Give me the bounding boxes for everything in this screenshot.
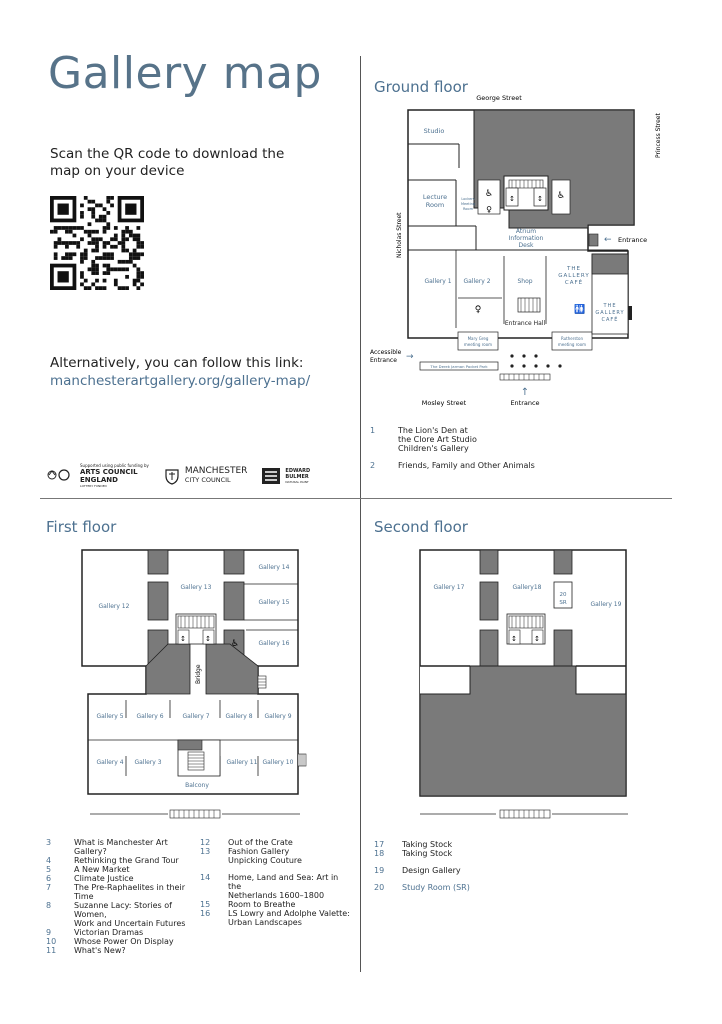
- gallery-11-label: Gallery 11: [226, 759, 258, 766]
- bulmer-line3: NATURAL PAINT: [285, 479, 309, 484]
- legend-item: [46, 838, 196, 856]
- legend-label: [74, 874, 196, 883]
- legend-item: [370, 426, 660, 453]
- legend-label: [398, 461, 660, 470]
- gallery-15-label: Gallery 15: [258, 599, 290, 606]
- atrium-label-2: Information: [508, 235, 544, 242]
- legend-line: Taking Stock: [402, 840, 453, 849]
- page-title: Gallery map: [48, 48, 322, 99]
- atrium-label-3: Desk: [518, 242, 534, 249]
- lockers-label-2: Meeting: [460, 202, 476, 206]
- svg-text:♀: ♀: [474, 305, 482, 315]
- gallery-14-label: Gallery 14: [258, 564, 290, 571]
- legend-item: [200, 838, 350, 847]
- mosley-street-label: Mosley Street: [421, 399, 467, 407]
- legend-line: Rethinking the Grand Tour: [74, 856, 179, 865]
- legend-number: 11: [46, 946, 57, 955]
- legend-number: 18: [374, 849, 385, 858]
- accessible-entrance-label-2: Entrance: [370, 357, 397, 364]
- legend-label: [398, 426, 660, 453]
- gallery-3-label: Gallery 3: [134, 759, 162, 766]
- legend-item: [46, 901, 196, 928]
- rutherston-label-2: meeting room: [557, 342, 587, 347]
- first-floor-legend-left: [46, 838, 196, 955]
- legend-number: 16: [200, 909, 211, 918]
- legend-label: [74, 856, 196, 865]
- gallery-10-label: Gallery 10: [262, 759, 294, 766]
- entrance-bottom-arrow-icon: ↑: [520, 387, 530, 398]
- gallery-13-label: Gallery 13: [180, 584, 212, 591]
- qr-code[interactable]: [50, 196, 144, 290]
- entrance-bottom-label: Entrance: [510, 399, 540, 407]
- svg-text:↕: ↕: [511, 635, 517, 643]
- alternative-text: Alternatively, you can follow this link:: [50, 355, 304, 371]
- studio-label: Studio: [423, 127, 445, 135]
- legend-number: 4: [46, 856, 52, 865]
- legend-label: [74, 901, 196, 928]
- gallery-5-label: Gallery 5: [96, 713, 124, 720]
- svg-text:♀: ♀: [486, 205, 492, 214]
- accessible-entrance-arrow-icon: →: [406, 352, 414, 362]
- legend-label: [74, 928, 196, 937]
- cafe2-label-1: THE: [603, 303, 617, 309]
- mary-greg-label-1: Mary Greg: [467, 336, 489, 341]
- cafe2-label-2: GALLERY: [595, 310, 625, 316]
- legend-label: [402, 883, 654, 892]
- legend-label: [402, 849, 654, 858]
- accessible-entrance-label-1: Accessible: [370, 349, 402, 356]
- legend-number: 6: [46, 874, 52, 883]
- arts-council-line1: ARTS COUNCIL: [80, 468, 138, 476]
- legend-line: The Lion's Den at: [398, 426, 468, 435]
- cafe-label-1: THE: [567, 266, 581, 272]
- second-floor-title: Second floor: [374, 518, 468, 536]
- legend-label: [74, 838, 196, 856]
- legend-item: [46, 856, 196, 865]
- mcc-line2: CITY COUNCIL: [184, 476, 231, 484]
- legend-number: 7: [46, 883, 52, 892]
- legend-line: Friends, Family and Other Animals: [398, 461, 535, 470]
- svg-text:♿: ♿: [484, 189, 494, 199]
- ground-floor-title: Ground floor: [374, 78, 468, 96]
- legend-item: [46, 883, 196, 901]
- mary-greg-label-2: meeting room: [463, 342, 493, 347]
- legend-label: [74, 883, 196, 901]
- legend-label: [228, 873, 350, 900]
- gallery-16-label: Gallery 16: [258, 640, 290, 647]
- gallery-17-label: Gallery 17: [433, 584, 465, 591]
- ground-floor-plan: [364, 88, 664, 418]
- legend-number: 9: [46, 928, 52, 937]
- legend-line: A New Market: [74, 865, 130, 874]
- svg-text:🚻: 🚻: [574, 305, 586, 315]
- legend-number: 1: [370, 426, 376, 435]
- first-floor-legend-right: [200, 838, 350, 927]
- legend-number: 19: [374, 866, 385, 875]
- gallery-6-label: Gallery 6: [136, 713, 164, 720]
- entrance-right-label: Entrance: [618, 236, 648, 244]
- princess-street-label: Princess Street: [655, 113, 662, 158]
- cafe-label-3: CAFÉ: [564, 280, 584, 286]
- legend-number: 8: [46, 901, 52, 910]
- legend-item: [374, 883, 654, 892]
- lecture-room-label-1: Lecture: [422, 193, 448, 201]
- legend-item: [374, 849, 654, 858]
- svg-text:↕: ↕: [180, 635, 186, 643]
- legend-line: Study Room (SR): [402, 883, 470, 892]
- second-floor-plan: [414, 548, 634, 828]
- shop-label: Shop: [517, 278, 533, 285]
- gallery-19-label: Gallery 19: [590, 601, 622, 608]
- legend-line: LS Lowry and Adolphe Valette:: [228, 909, 350, 918]
- edward-bulmer-logo: [261, 467, 310, 485]
- legend-item: [374, 866, 654, 875]
- legend-item: [374, 840, 654, 849]
- legend-line: Whose Power On Display: [74, 937, 174, 946]
- svg-text:↕: ↕: [509, 195, 515, 203]
- legend-line: Room to Breathe: [228, 900, 296, 909]
- gallery-7-label: Gallery 7: [182, 713, 210, 720]
- atrium-label-1: Atrium: [515, 228, 537, 235]
- legend-label: [402, 866, 654, 875]
- arts-council-logo: [46, 463, 149, 488]
- legend-line: Fashion Gallery: [228, 847, 290, 856]
- svg-text:♿: ♿: [230, 639, 240, 649]
- study-room-label-2: SR: [559, 600, 567, 606]
- legend-item: [200, 873, 350, 900]
- manchester-city-council-logo: [163, 467, 248, 485]
- gallery-12-label: Gallery 12: [98, 603, 130, 610]
- svg-text:♿: ♿: [556, 191, 566, 201]
- legend-item: [46, 946, 196, 955]
- legend-line: What is Manchester Art Gallery?: [74, 838, 168, 856]
- legend-number: 10: [46, 937, 57, 946]
- lottery-text: LOTTERY FUNDED: [80, 484, 107, 488]
- legend-label: [228, 909, 350, 927]
- legend-label: [74, 865, 196, 874]
- legend-number: 17: [374, 840, 385, 849]
- vertical-divider: [360, 56, 361, 972]
- legend-line: Home, Land and Sea: Art in the: [228, 873, 339, 891]
- legend-line: Out of the Crate: [228, 838, 293, 847]
- lottery-icon: [46, 467, 76, 485]
- scan-instruction: Scan the QR code to download the map on your device: [50, 146, 285, 179]
- legend-number: 3: [46, 838, 52, 847]
- legend-label: [402, 840, 654, 849]
- legend-line: Work and Uncertain Futures: [74, 919, 186, 928]
- legend-number: 5: [46, 865, 52, 874]
- gallery-9-label: Gallery 9: [264, 713, 292, 720]
- legend-label: [228, 847, 350, 865]
- entrance-right-arrow-icon: ←: [604, 235, 612, 245]
- nicholas-street-label: Nicholas Street: [396, 212, 403, 258]
- balcony-label: Balcony: [185, 782, 209, 789]
- legend-number: 13: [200, 847, 211, 856]
- legend-line: The Pre-Raphaelites in their Time: [74, 883, 185, 901]
- legend-number: 15: [200, 900, 211, 909]
- legend-line: Netherlands 1600–1800: [228, 891, 325, 900]
- cafe-label-2: GALLERY: [558, 273, 590, 279]
- lockers-label-3: Room: [463, 207, 473, 211]
- pocket-park-label: The Derek Jarman Pocket Park: [430, 364, 488, 369]
- bridge-label: Bridge: [195, 664, 202, 684]
- rutherston-label-1: Rutherston: [561, 336, 583, 341]
- gallery-8-label: Gallery 8: [225, 713, 253, 720]
- legend-label: [228, 838, 350, 847]
- legend-line: Suzanne Lacy: Stories of Women,: [74, 901, 172, 919]
- legend-item: [46, 928, 196, 937]
- svg-text:↕: ↕: [205, 635, 211, 643]
- legend-item: [46, 865, 196, 874]
- arts-council-small-text: Supported using public funding by: [80, 463, 149, 468]
- bulmer-line1: EDWARD: [285, 467, 311, 474]
- legend-line: Victorian Dramas: [74, 928, 144, 937]
- ground-floor-legend: [370, 426, 660, 470]
- legend-line: the Clore Art Studio: [398, 435, 477, 444]
- legend-item: [46, 937, 196, 946]
- legend-number: 20: [374, 883, 385, 892]
- legend-line: Taking Stock: [402, 849, 453, 858]
- lockers-label-1: Lockers: [461, 197, 475, 201]
- legend-item: [46, 874, 196, 883]
- george-street-label: George Street: [476, 94, 522, 102]
- sponsor-logos: [46, 463, 310, 488]
- second-floor-legend: [374, 840, 654, 892]
- gallery-map-link[interactable]: manchesterartgallery.org/gallery-map/: [50, 373, 311, 389]
- mcc-line1: MANCHESTER: [184, 466, 248, 476]
- legend-item: [200, 900, 350, 909]
- gallery-18-label: Gallery18: [512, 584, 542, 591]
- crest-icon: [163, 467, 181, 485]
- legend-item: [200, 847, 350, 865]
- svg-text:↕: ↕: [534, 635, 540, 643]
- ground-gallery-2-label: Gallery 2: [463, 278, 491, 285]
- legend-number: 12: [200, 838, 211, 847]
- legend-line: Children's Gallery: [398, 444, 469, 453]
- bulmer-line2: BULMER: [285, 473, 309, 480]
- legend-item: [200, 909, 350, 927]
- first-floor-title: First floor: [46, 518, 117, 536]
- legend-label: [74, 946, 196, 955]
- legend-number: 2: [370, 461, 376, 470]
- legend-item: [370, 461, 660, 470]
- legend-line: Climate Justice: [74, 874, 134, 883]
- legend-line: Design Gallery: [402, 866, 461, 875]
- lecture-room-label-2: Room: [425, 201, 445, 209]
- arts-council-line2: ENGLAND: [80, 476, 118, 484]
- bulmer-mark-icon: [261, 467, 281, 485]
- cafe2-label-3: CAFÉ: [601, 317, 619, 323]
- svg-text:↕: ↕: [537, 195, 543, 203]
- gallery-4-label: Gallery 4: [96, 759, 124, 766]
- legend-label: [74, 937, 196, 946]
- ground-gallery-1-label: Gallery 1: [424, 278, 452, 285]
- horizontal-divider: [40, 498, 672, 499]
- legend-line: What's New?: [74, 946, 126, 955]
- legend-label: [228, 900, 350, 909]
- legend-line: Unpicking Couture: [228, 856, 302, 865]
- study-room-label-1: 20: [559, 592, 567, 598]
- legend-line: Urban Landscapes: [228, 918, 302, 927]
- legend-number: 14: [200, 873, 211, 882]
- entrance-hall-label: Entrance Hall: [504, 320, 546, 327]
- first-floor-plan: [80, 548, 312, 828]
